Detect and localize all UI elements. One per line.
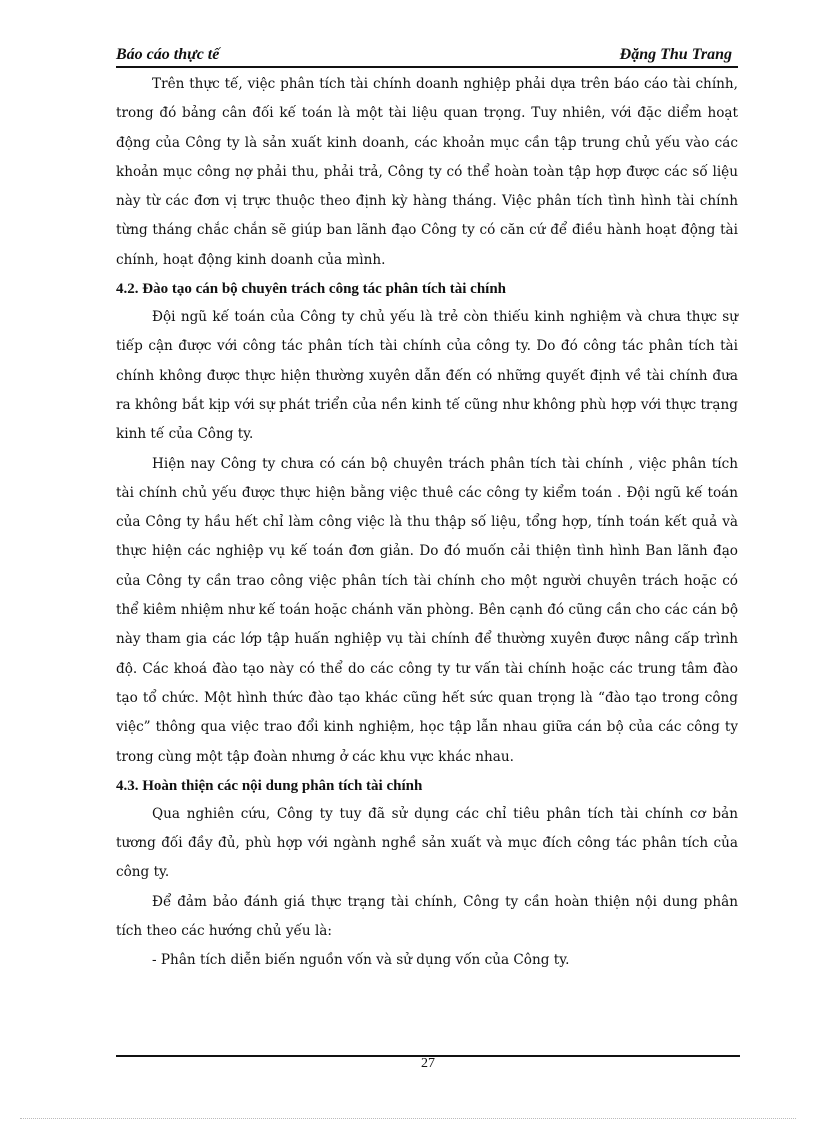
paragraph-staff: Đội ngũ kế toán của Công ty chủ yếu là trẻ còn thiếu kinh nghiệm và chưa thực sự tiếp cận được với công tác phân tích tài chính của công ty. Do đó công tác phân tích tài chính không được thực hiện thường xuyên dẫn đến có những quyết định về tài chính đưa ra không bắt kịp với sự phát triển của nền kinh tế cũng như không phù hợp với thực trạng kinh tế của Công ty. — [116, 309, 738, 443]
section-heading-4-3: 4.3. Hoàn thiện các nội dung phân tích tài chính — [116, 777, 423, 794]
paragraph-intro: Trên thực tế, việc phân tích tài chính doanh nghiệp phải dựa trên báo cáo tài chính, trong đó bảng cân đối kế toán là một tài liệu quan trọng. Tuy nhiên, với đặc diểm hoạt động của Công ty là sản xuất kinh doanh, các khoản mục cần tập trung chủ yếu vào các khoản mục công nợ phải thu, phải trả, Công ty có thể hoàn toàn tập hợp được các số liệu này từ các đơn vị trực thuộc theo định kỳ hàng tháng. Việc phân tích tình hình tài chính từng tháng chắc chắn sẽ giúp ban lãnh đạo Công ty có căn cứ để điều hành hoạt động tài chính, hoạt động kinh doanh của mình. — [116, 76, 738, 268]
header-author-name: Đặng Thu Trang — [619, 46, 732, 63]
page-number: 27 — [421, 1056, 435, 1071]
page-bottom-border — [20, 1118, 796, 1119]
paragraph-research: Qua nghiên cứu, Công ty tuy đã sử dụng các chỉ tiêu phân tích tài chính cơ bản tương đối đầy đủ, phù hợp với ngành nghề sản xuất và mục đích công tác phân tích của công ty. — [116, 805, 738, 881]
document-body — [116, 70, 738, 976]
section-heading-4-2: 4.2. Đào tạo cán bộ chuyên trách công tác phân tích tài chính — [116, 281, 507, 298]
paragraph-training: Hiện nay Công ty chưa có cán bộ chuyên trách phân tích tài chính , việc phân tích tài chính chủ yếu được thực hiện bằng việc thuê các công ty kiểm toán . Đội ngũ kế toán của Công ty hầu hết chỉ làm công việc là thu thập số liệu, tổng hợp, tính toán kết quả và thực hiện các nghiệp vụ kế toán đơn giản. Do đó muốn cải thiện tình hình Ban lãnh đạo của Công ty cần trao công việc phân tích tài chính cho một người chuyên trách hoặc có thể kiêm nhiệm như kế toán hoặc chánh văn phòng. Bên cạnh đó cũng cần cho các cán bộ này tham gia các lớp tập huấn nghiệp vụ tài chính để thường xuyên được nâng cấp trình độ. Các khoá đào tạo này có thể do các công ty tư vấn tài chính hoặc các trung tâm đào tạo tổ chức. Một hình thức đào tạo khác cũng hết sức quan trọng là “đào tạo trong công việc” thông qua việc trao đổi kinh nghiệm, học tập lẫn nhau giữa cán bộ của các công ty trong cùng một tập đoàn nhưng ở các khu vực khác nhau. — [116, 455, 738, 765]
paragraph-directions: Để đảm bảo đánh giá thực trạng tài chính, Công ty cần hoàn thiện nội dung phân tích theo các hướng chủ yếu là: — [116, 893, 738, 940]
header-report-title: Báo cáo thực tế — [116, 46, 220, 63]
page-header — [116, 44, 738, 68]
list-item-capital-analysis: - Phân tích diễn biến nguồn vốn và sử dụng vốn của Công ty. — [152, 952, 570, 969]
